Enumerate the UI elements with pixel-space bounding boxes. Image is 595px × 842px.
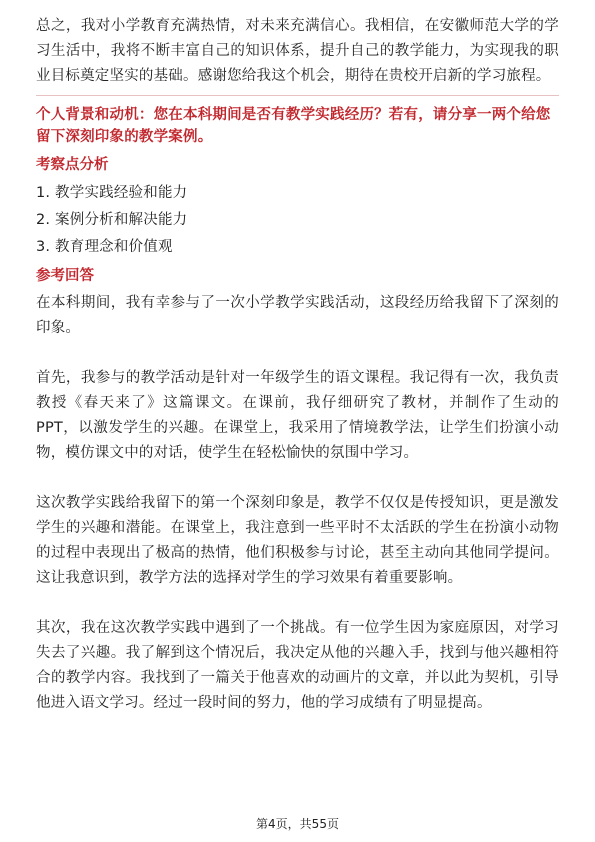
interview-question: 个人背景和动机：您在本科期间是否有教学实践经历？若有，请分享一两个给您留下深刻印象的教学案例。 [36, 107, 551, 145]
analysis-list [36, 180, 559, 261]
analysis-title: 考察点分析 [36, 157, 109, 173]
answer-paragraph: 这次教学实践给我留下的第一个深刻印象是，教学不仅仅是传授知识，更是激发学生的兴趣和潜能。在课堂上，我注意到一些平时不太活跃的学生在扮演小动物的过程中表现出了极高的热情，他们积极参与讨论，甚至主动向其他同学提问。这让我意识到，教学方法的选择对学生的学习效果有着重要影响。 [36, 495, 559, 586]
section-divider [36, 95, 559, 96]
answer-paragraph: 首先，我参与的教学活动是针对一年级学生的语文课程。我记得有一次，我负责教授《春天来了》这篇课文。在课前，我仔细研究了教材，并制作了生动的PPT，以激发学生的兴趣。在课堂上，我采用了情境教学法，让学生们扮演小动物，模仿课文中的对话，使学生在轻松愉快的氛围中学习。 [36, 370, 559, 461]
answer-title: 参考回答 [36, 268, 94, 284]
answer-paragraph: 在本科期间，我有幸参与了一次小学教学实践活动，这段经历给我留下了深刻的印象。 [36, 295, 559, 336]
page-number: 第4页，共55页 [256, 817, 339, 831]
list-item: 1. 教学实践经验和能力 [36, 185, 188, 201]
intro-paragraph: 总之，我对小学教育充满热情，对未来充满信心。我相信，在安徽师范大学的学习生活中，我将不断丰富自己的知识体系，提升自己的教学能力，为实现我的职业目标奠定坚实的基础。感谢您给我这个机会，期待在贵校开启新的学习旅程。 [36, 18, 559, 84]
answer-paragraph: 其次，我在这次教学实践中遇到了一个挑战。有一位学生因为家庭原因，对学习失去了兴趣。我了解到这个情况后，我决定从他的兴趣入手，找到与他兴趣相符合的教学内容。我找到了一篇关于他喜欢的动画片的文章，并以此为契机，引导他进入语文学习。经过一段时间的努力，他的学习成绩有了明显提高。 [36, 620, 559, 711]
list-item: 2. 案例分析和解决能力 [36, 212, 188, 228]
list-item: 3. 教育理念和价值观 [36, 239, 173, 255]
document-page [36, 14, 559, 716]
